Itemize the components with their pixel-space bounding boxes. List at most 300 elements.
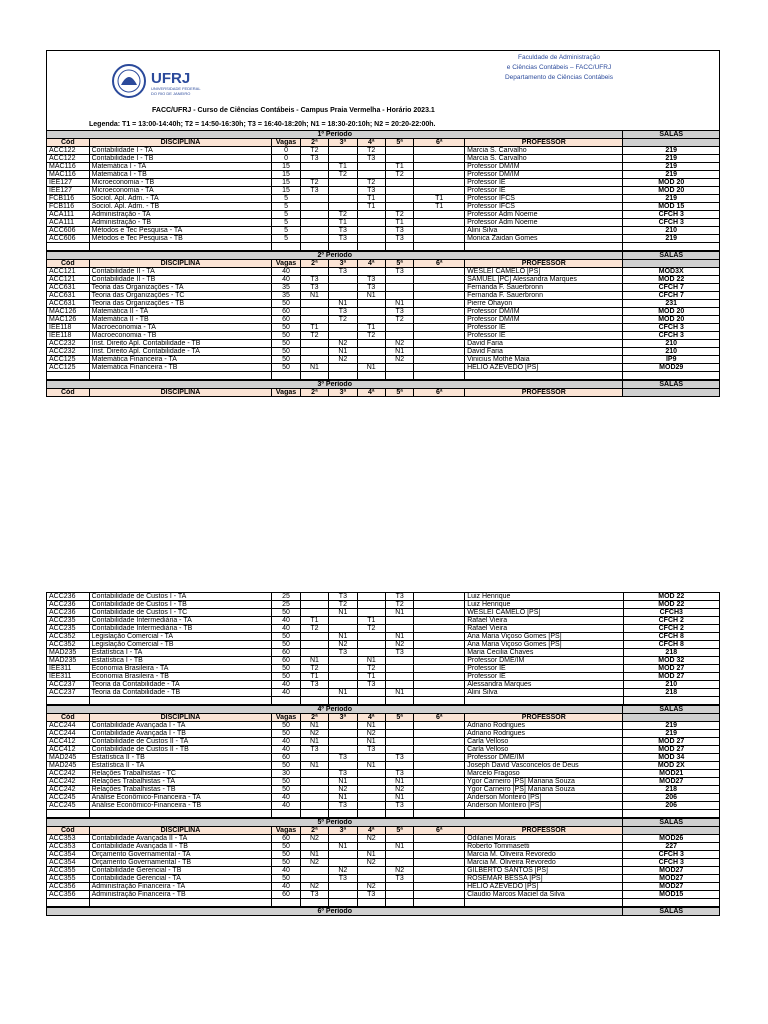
cell-d2 [300, 340, 328, 348]
cell-d3 [329, 292, 357, 300]
table-row [47, 308, 720, 316]
cell-d2 [300, 211, 328, 219]
spacer-cell [89, 899, 272, 907]
cell-disciplina: Legislação Comercial - TA [89, 633, 272, 641]
column-header-cod: Cód [47, 389, 90, 397]
cell-cod: ACC244 [47, 722, 90, 730]
cell-vagas: 60 [272, 754, 300, 762]
cell-d6 [414, 348, 465, 356]
cell-d2: N2 [300, 835, 328, 843]
cell-cod: IEE127 [47, 187, 90, 195]
cell-d2: N1 [300, 364, 328, 372]
cell-d4: N1 [357, 762, 385, 770]
cell-salas: IP9 [623, 356, 720, 364]
cell-disciplina: Teoria das Organizações - TA [89, 284, 272, 292]
cell-d2 [300, 300, 328, 308]
table-row [47, 324, 720, 332]
table-row [47, 851, 720, 859]
table-row [47, 738, 720, 746]
cell-d6 [414, 891, 465, 899]
table-row [47, 163, 720, 171]
cell-cod: ACC356 [47, 891, 90, 899]
column-header-cod: Cód [47, 139, 90, 147]
cell-disciplina: Relações Trabalhistas - TA [89, 778, 272, 786]
cell-salas: 219 [623, 147, 720, 155]
cell-d4 [357, 601, 385, 609]
cell-d6 [414, 268, 465, 276]
spacer-cell [357, 243, 385, 251]
cell-d5: N1 [385, 348, 413, 356]
cell-disciplina: Administração - TA [89, 211, 272, 219]
cell-disciplina: Inst. Direito Apl. Contabilidade - TB [89, 340, 272, 348]
table-row [47, 625, 720, 633]
table-row [47, 633, 720, 641]
table-row [47, 219, 720, 227]
column-header-disciplina: DISCIPLINA [89, 260, 272, 268]
cell-professor: Rafael Vieira [465, 617, 623, 625]
cell-disciplina: Matemática I - TA [89, 163, 272, 171]
cell-d6 [414, 187, 465, 195]
cell-d4 [357, 875, 385, 883]
column-header-d3: 3ª [329, 260, 357, 268]
cell-d5 [385, 859, 413, 867]
cell-d6 [414, 324, 465, 332]
cell-d2 [300, 786, 328, 794]
cell-d5: T3 [385, 235, 413, 243]
cell-professor: Professor IE [465, 665, 623, 673]
spacer-cell [385, 899, 413, 907]
cell-d5: N1 [385, 300, 413, 308]
cell-cod: ACC232 [47, 340, 90, 348]
cell-d3: T3 [329, 875, 357, 883]
cell-professor: WESLEI CAMELO [PS] [465, 609, 623, 617]
cell-salas: MOD 27 [623, 738, 720, 746]
cell-d4: N2 [357, 835, 385, 843]
cell-d3 [329, 195, 357, 203]
column-header-d6: 6ª [414, 260, 465, 268]
cell-d2 [300, 227, 328, 235]
cell-d3 [329, 722, 357, 730]
cell-d5 [385, 292, 413, 300]
cell-cod: ACC125 [47, 356, 90, 364]
spacer-cell [357, 372, 385, 380]
cell-d6: T1 [414, 195, 465, 203]
cell-professor: Marcia S. Carvalho [465, 147, 623, 155]
cell-vagas: 5 [272, 235, 300, 243]
cell-salas: MOD27 [623, 778, 720, 786]
cell-vagas: 25 [272, 593, 300, 601]
cell-d3: N1 [329, 778, 357, 786]
cell-d4: T1 [357, 203, 385, 211]
cell-d4 [357, 641, 385, 649]
cell-d5 [385, 187, 413, 195]
column-header-disciplina: DISCIPLINA [89, 389, 272, 397]
cell-cod: ACC354 [47, 851, 90, 859]
column-header-cod: Cód [47, 260, 90, 268]
cell-cod: ACC242 [47, 770, 90, 778]
cell-d6 [414, 641, 465, 649]
cell-cod: ACC631 [47, 292, 90, 300]
cell-cod: IEE311 [47, 673, 90, 681]
cell-disciplina: Administração Financeira - TB [89, 891, 272, 899]
table-row [47, 770, 720, 778]
cell-vagas: 50 [272, 340, 300, 348]
cell-cod: ACC352 [47, 641, 90, 649]
cell-d6 [414, 681, 465, 689]
cell-cod: MAC116 [47, 163, 90, 171]
cell-cod: ACC631 [47, 284, 90, 292]
table-row [47, 673, 720, 681]
cell-salas: CFCH 2 [623, 617, 719, 625]
cell-d4: N2 [357, 883, 385, 891]
cell-d2: T3 [300, 276, 328, 284]
column-header-vagas: Vagas [272, 139, 300, 147]
cell-d5: T2 [386, 601, 414, 609]
cell-d2 [300, 770, 328, 778]
page-1-schedule [46, 130, 720, 397]
spacer-row [47, 810, 720, 818]
cell-d3: T3 [329, 235, 357, 243]
cell-professor: Professor IE [465, 324, 623, 332]
cell-vagas: 5 [272, 227, 300, 235]
cell-d4 [357, 633, 385, 641]
cell-cod: ACC121 [47, 268, 90, 276]
cell-vagas: 40 [272, 738, 300, 746]
column-header-salas [623, 714, 720, 722]
cell-d4 [357, 316, 385, 324]
cell-d2 [300, 203, 328, 211]
cell-d3 [329, 364, 357, 372]
cell-vagas: 60 [272, 835, 300, 843]
spacer-cell [414, 810, 465, 818]
cell-d3 [329, 746, 357, 754]
table-row [47, 778, 720, 786]
cell-cod: ACC412 [47, 746, 90, 754]
period-title: 5º Período [47, 819, 623, 827]
period-title: 4º Período [47, 706, 623, 714]
cell-d2 [300, 171, 328, 179]
cell-cod: MAC126 [47, 308, 90, 316]
table-row [47, 762, 720, 770]
cell-disciplina: Orçamento Governamental - TA [89, 851, 272, 859]
cell-vagas: 50 [272, 348, 300, 356]
cell-d6 [414, 730, 465, 738]
cell-salas: 210 [623, 348, 720, 356]
cell-d5 [385, 835, 413, 843]
cell-salas: CFCH 3 [623, 859, 720, 867]
cell-professor: David Faria [465, 348, 623, 356]
cell-salas: 231 [623, 300, 720, 308]
cell-d3 [329, 187, 357, 195]
cell-professor: Alini Silva [465, 689, 623, 697]
cell-salas: CFCH 8 [623, 633, 719, 641]
cell-professor: Carla Velloso [465, 738, 623, 746]
cell-d4 [357, 649, 385, 657]
course-title: FACC/UFRJ - Curso de Ciências Contábeis - Campus Praia Vermelha - Horário 2023.1 [152, 107, 435, 114]
cell-d3: T3 [329, 593, 357, 601]
cell-disciplina: Administração - TB [89, 219, 272, 227]
table-row [47, 227, 720, 235]
cell-d6 [414, 147, 465, 155]
column-header-professor: PROFESSOR [465, 389, 623, 397]
table-row [47, 332, 720, 340]
cell-d2: N1 [300, 851, 328, 859]
spacer-cell [414, 697, 465, 705]
cell-d6 [414, 649, 465, 657]
cell-d6 [414, 778, 465, 786]
cell-professor: Professor DM/IM [465, 316, 623, 324]
cell-d2: T3 [300, 284, 328, 292]
table-row [47, 364, 720, 372]
cell-vagas: 40 [272, 746, 300, 754]
table-row [47, 601, 720, 609]
cell-professor: Odilanei Morais [465, 835, 623, 843]
cell-d3: N1 [329, 348, 357, 356]
cell-vagas: 25 [272, 601, 300, 609]
cell-d4 [357, 867, 385, 875]
cell-salas: MOD 15 [623, 203, 720, 211]
cell-d3 [329, 617, 357, 625]
cell-vagas: 50 [272, 332, 300, 340]
column-header-d2: 2ª [300, 260, 328, 268]
cell-d4: T3 [357, 187, 385, 195]
cell-d5 [385, 738, 413, 746]
cell-d2: T3 [300, 681, 328, 689]
cell-vagas: 15 [272, 179, 300, 187]
cell-professor: Roberto Tommasetti [465, 843, 623, 851]
spacer-row [47, 372, 720, 380]
cell-professor: Professor DME/IM [465, 754, 623, 762]
cell-salas: MOD 20 [623, 316, 720, 324]
spacer-cell [47, 899, 90, 907]
cell-vagas: 40 [272, 883, 300, 891]
cell-d5: T3 [385, 754, 413, 762]
cell-disciplina: Administração Financeira - TA [89, 883, 272, 891]
spacer-cell [300, 372, 328, 380]
cell-cod: ACC353 [47, 835, 90, 843]
cell-d4 [357, 268, 385, 276]
cell-cod: IEE127 [47, 179, 90, 187]
cell-d4 [357, 348, 385, 356]
cell-d5: N2 [385, 786, 413, 794]
cell-d6 [414, 155, 465, 163]
cell-d3: N2 [329, 356, 357, 364]
period-title-row [47, 908, 720, 916]
cell-salas: 219 [623, 722, 720, 730]
cell-d6 [414, 770, 465, 778]
cell-d6 [414, 292, 465, 300]
cell-d5: T3 [385, 268, 413, 276]
column-header-row [47, 260, 720, 268]
period-5-table [46, 818, 720, 907]
cell-cod: ACC245 [47, 802, 90, 810]
table-row [47, 657, 720, 665]
cell-d5: N1 [385, 778, 413, 786]
cell-d4 [357, 689, 385, 697]
cell-disciplina: Legislação Comercial - TB [89, 641, 272, 649]
cell-cod: ACC412 [47, 738, 90, 746]
column-header-d4: 4ª [357, 714, 385, 722]
cell-salas: MOD 22 [623, 601, 719, 609]
table-row [47, 867, 720, 875]
table-row [47, 649, 720, 657]
cell-cod: ACC245 [47, 794, 90, 802]
cell-d5 [386, 665, 414, 673]
cell-disciplina: Teoria da Contabilidade - TB [89, 689, 272, 697]
table-row [47, 689, 720, 697]
cell-vagas: 40 [272, 681, 300, 689]
cell-d5 [385, 722, 413, 730]
table-row [47, 203, 720, 211]
salas-header: SALAS [623, 908, 720, 916]
cell-vagas: 50 [272, 641, 300, 649]
cell-d6 [414, 625, 465, 633]
cell-disciplina: Contabilidade II - TB [89, 276, 272, 284]
table-row [47, 284, 720, 292]
cell-professor: Marcia S. Carvalho [465, 155, 623, 163]
spacer-cell [329, 243, 357, 251]
spacer-cell [385, 372, 413, 380]
cell-d3: T2 [329, 316, 357, 324]
cell-d4: T2 [357, 179, 385, 187]
cell-d5: N2 [385, 356, 413, 364]
logo-subtitle-1: UNIVERSIDADE FEDERAL [151, 86, 201, 91]
cell-d6 [414, 609, 465, 617]
spacer-row [47, 899, 720, 907]
period-4-table [46, 705, 720, 818]
cell-cod: MAD235 [47, 657, 90, 665]
table-row [47, 340, 720, 348]
spacer-cell [623, 697, 719, 705]
table-row [47, 665, 720, 673]
table-row [47, 786, 720, 794]
cell-d4: N1 [357, 722, 385, 730]
cell-cod: IEE118 [47, 324, 90, 332]
cell-professor: Maria Cecilia Chaves [465, 649, 623, 657]
cell-professor: Professor Adm Noeme [465, 219, 623, 227]
cell-d5: T2 [385, 211, 413, 219]
cell-professor: SAMUEL [PC] Alessandra Marques [465, 276, 623, 284]
cell-professor: Ana Maria Viçoso Gomes [PS] [465, 633, 623, 641]
cell-d6 [414, 235, 465, 243]
cell-d2 [300, 219, 328, 227]
legend: Legenda: T1 = 13:00-14:40h; T2 = 14:50-16:30h; T3 = 16:40-18:20h; N1 = 18:30-20:10h; N2 = 20:20-22:00h. [89, 121, 436, 128]
cell-disciplina: Macroeconomia - TB [89, 332, 272, 340]
cell-salas: MOD 27 [623, 746, 720, 754]
cell-d2: N1 [300, 722, 328, 730]
cell-salas: CFCH 3 [623, 219, 720, 227]
cell-salas: 219 [623, 155, 720, 163]
column-header-professor: PROFESSOR [465, 827, 623, 835]
cell-d5: T3 [386, 649, 414, 657]
cell-disciplina: Inst. Direito Apl. Contabilidade - TA [89, 348, 272, 356]
cell-vagas: 5 [272, 219, 300, 227]
cell-d4: T1 [357, 324, 385, 332]
cell-d3 [329, 883, 357, 891]
cell-d6 [414, 762, 465, 770]
cell-vagas: 60 [272, 308, 300, 316]
cell-vagas: 50 [272, 722, 300, 730]
period-title: 3º Período [47, 381, 623, 389]
cell-cod: ACC606 [47, 235, 90, 243]
cell-d2 [300, 633, 328, 641]
salas-header: SALAS [623, 381, 720, 389]
cell-d6 [414, 356, 465, 364]
cell-d4 [357, 802, 385, 810]
period-2-table [46, 251, 720, 380]
cell-d2 [300, 348, 328, 356]
cell-cod: FCB116 [47, 203, 90, 211]
cell-d5: N1 [385, 794, 413, 802]
cell-d5 [385, 179, 413, 187]
spacer-cell [465, 243, 623, 251]
cell-d2 [300, 308, 328, 316]
spacer-cell [272, 810, 300, 818]
cell-d3: T2 [329, 211, 357, 219]
cell-professor: Professor Adm Noeme [465, 211, 623, 219]
cell-salas: MOD 32 [623, 657, 719, 665]
cell-disciplina: Análise Econômico-Financeira - TB [89, 802, 272, 810]
cell-disciplina: Contabilidade de Custos I - TC [89, 609, 272, 617]
cell-d6 [414, 593, 465, 601]
cell-d5: T3 [385, 770, 413, 778]
cell-d5 [385, 762, 413, 770]
spacer-cell [465, 372, 623, 380]
cell-disciplina: Contabilidade Gerencial - TB [89, 867, 272, 875]
cell-vagas: 5 [272, 203, 300, 211]
cell-d4: T3 [357, 746, 385, 754]
cell-vagas: 15 [272, 163, 300, 171]
cell-salas: MOD27 [623, 883, 720, 891]
cell-d4 [357, 794, 385, 802]
cell-d5: N1 [386, 609, 414, 617]
ufrj-logo [111, 63, 221, 99]
cell-d5 [386, 681, 414, 689]
cell-d4: T3 [357, 155, 385, 163]
spacer-cell [272, 697, 300, 705]
period-6-header-table [46, 907, 720, 916]
salas-header: SALAS [623, 706, 720, 714]
table-row [47, 171, 720, 179]
cell-d6 [414, 673, 465, 681]
cell-d2: N1 [300, 292, 328, 300]
cell-professor: Monica Zaidan Gomes [465, 235, 623, 243]
cell-d3 [329, 738, 357, 746]
cell-vagas: 50 [272, 778, 300, 786]
faculty-name: Faculdade de Administração [517, 54, 601, 61]
spacer-cell [329, 899, 357, 907]
spacer-cell [89, 243, 272, 251]
cell-vagas: 15 [272, 171, 300, 179]
cell-salas: MOD26 [623, 835, 720, 843]
cell-disciplina: Contabilidade I - TA [89, 147, 272, 155]
spacer-cell [272, 899, 300, 907]
cell-professor: Professor IE [465, 187, 623, 195]
cell-salas: CFCH 3 [623, 332, 720, 340]
table-row [47, 746, 720, 754]
spacer-cell [623, 810, 720, 818]
cell-cod: ACC121 [47, 276, 90, 284]
cell-d5 [386, 625, 414, 633]
cell-d4 [357, 171, 385, 179]
cell-salas: 210 [623, 681, 719, 689]
cell-vagas: 35 [272, 284, 300, 292]
cell-vagas: 50 [272, 730, 300, 738]
spacer-cell [465, 899, 623, 907]
table-row [47, 843, 720, 851]
cell-salas: CFCH 8 [623, 641, 719, 649]
cell-vagas: 50 [272, 633, 300, 641]
